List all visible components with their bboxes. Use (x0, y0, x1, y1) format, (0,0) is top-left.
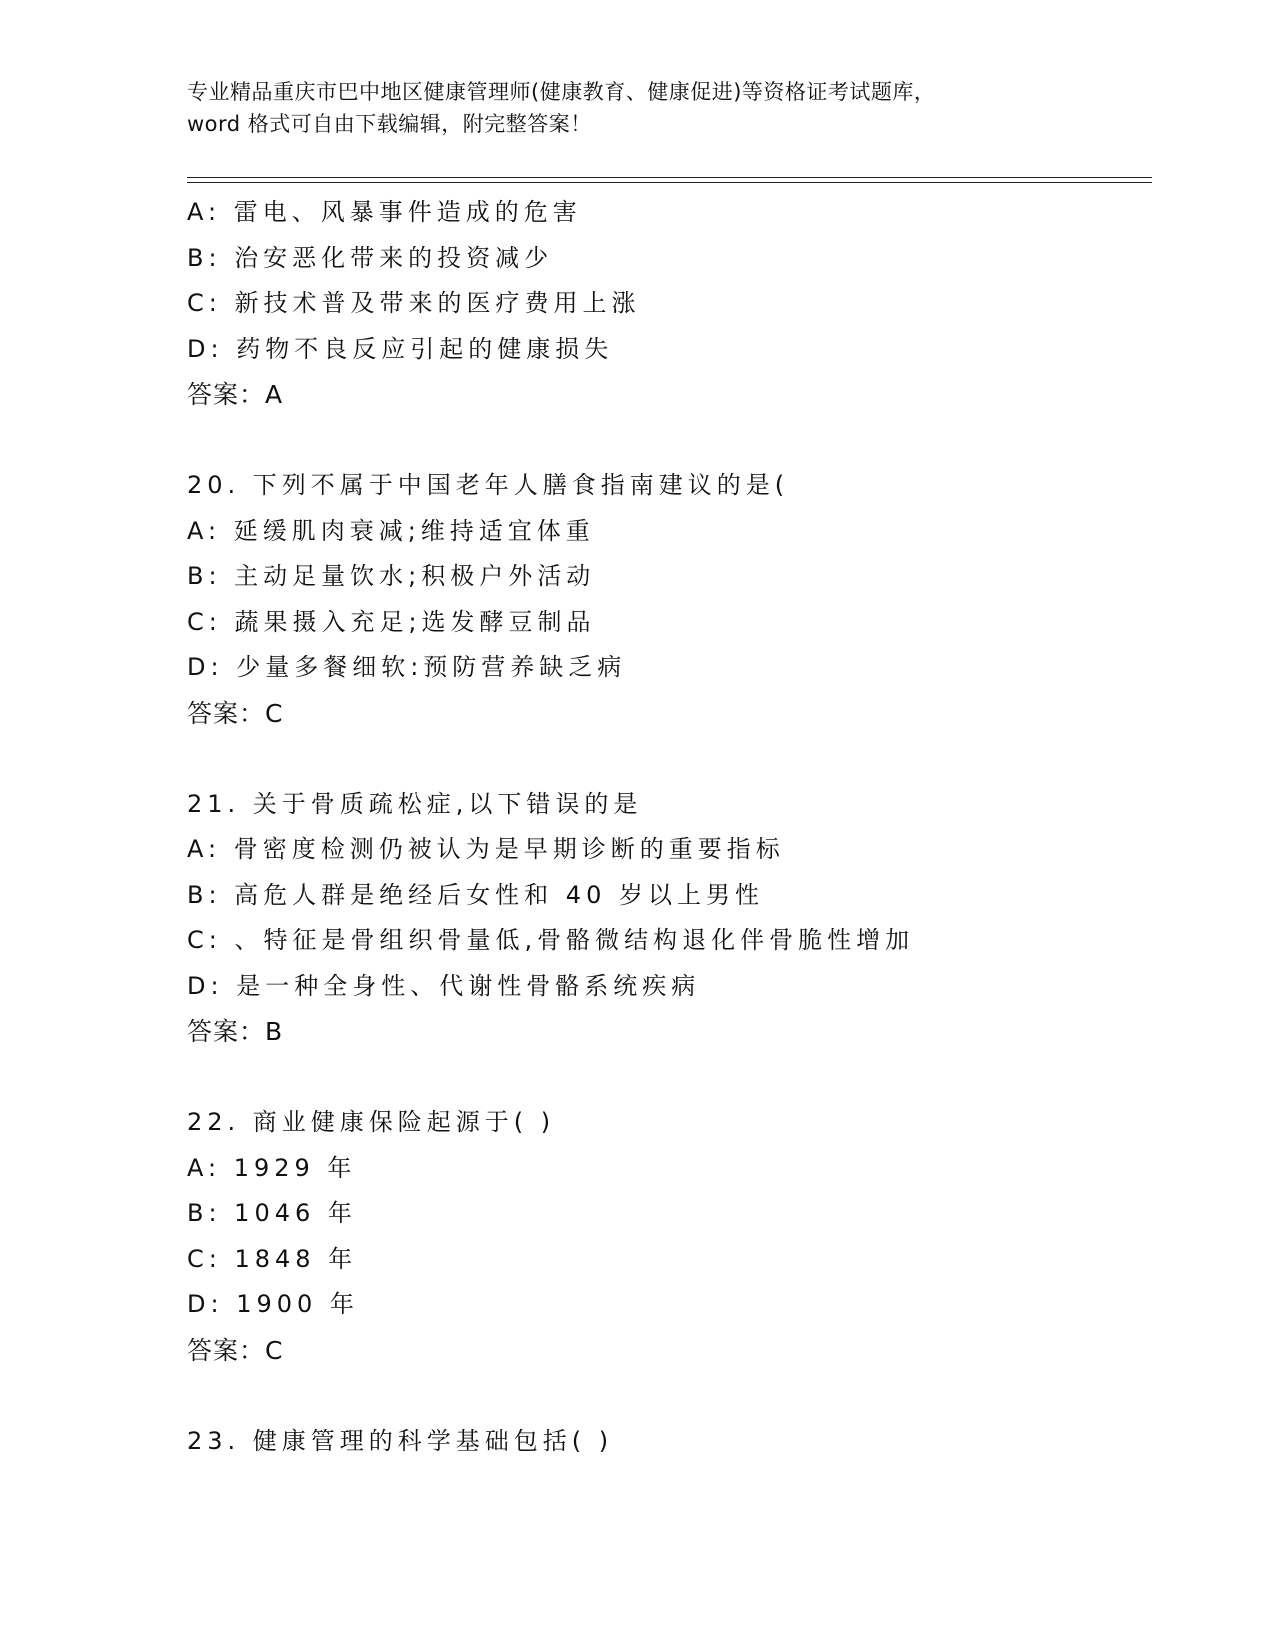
spacer (187, 1373, 1147, 1419)
option-d: D: 1900 年 (187, 1290, 359, 1318)
question-22 (187, 1100, 1147, 1373)
answer: 答案：A (187, 380, 284, 409)
question-23 (187, 1419, 1147, 1465)
question-21 (187, 782, 1147, 1055)
answer: 答案：C (187, 1335, 284, 1365)
spacer (187, 418, 1147, 464)
option-b: B: 1046 年 (187, 1199, 357, 1227)
option-d: D: 是一种全身性、代谢性骨骼系统疾病 (187, 971, 701, 1000)
header-divider-top (187, 177, 1152, 178)
question-stem: 20. 下列不属于中国老年人膳食指南建议的是( (187, 471, 790, 499)
question-list (187, 190, 1147, 1464)
option-a: A: 骨密度检测仍被认为是早期诊断的重要指标 (187, 835, 785, 863)
question-stem: 23. 健康管理的科学基础包括( ) (187, 1426, 614, 1455)
option-b: B: 主动足量饮水;积极户外活动 (187, 562, 596, 590)
spacer (187, 736, 1147, 782)
option-a: A: 延缓肌肉衰减;维持适宜体重 (187, 516, 595, 545)
option-c: C: 蔬果摄入充足;选发酵豆制品 (187, 607, 596, 636)
question-stem: 21. 关于骨质疏松症,以下错误的是 (187, 789, 643, 818)
question-stem: 22. 商业健康保险起源于( ) (187, 1108, 556, 1136)
header-line-2: word 格式可自由下载编辑，附完整答案！ (187, 112, 592, 136)
option-c: C: 新技术普及带来的医疗费用上涨 (187, 289, 641, 317)
question-20 (187, 463, 1147, 736)
question-19 (187, 190, 1147, 418)
option-c: C: 1848 年 (187, 1244, 358, 1273)
option-a: A: 雷电、风暴事件造成的危害 (187, 198, 582, 226)
option-a: A: 1929 年 (187, 1153, 357, 1182)
option-b: B: 治安恶化带来的投资减少 (187, 243, 554, 272)
answer: 答案：B (187, 1017, 284, 1046)
answer: 答案：C (187, 698, 284, 728)
option-b: B: 高危人群是绝经后女性和 40 岁以上男性 (187, 880, 764, 909)
option-d: D: 少量多餐细软:预防营养缺乏病 (187, 653, 627, 681)
option-c: C: 、特征是骨组织骨量低,骨骼微结构退化伴骨脆性增加 (187, 926, 915, 954)
spacer (187, 1055, 1147, 1101)
option-d: D: 药物不良反应引起的健康损失 (187, 334, 614, 363)
header-divider-bottom (187, 182, 1152, 183)
header-line-1: 专业精品重庆市巴中地区健康管理师(健康教育、健康促进)等资格证考试题库， (187, 80, 936, 104)
document-header (187, 76, 1147, 140)
